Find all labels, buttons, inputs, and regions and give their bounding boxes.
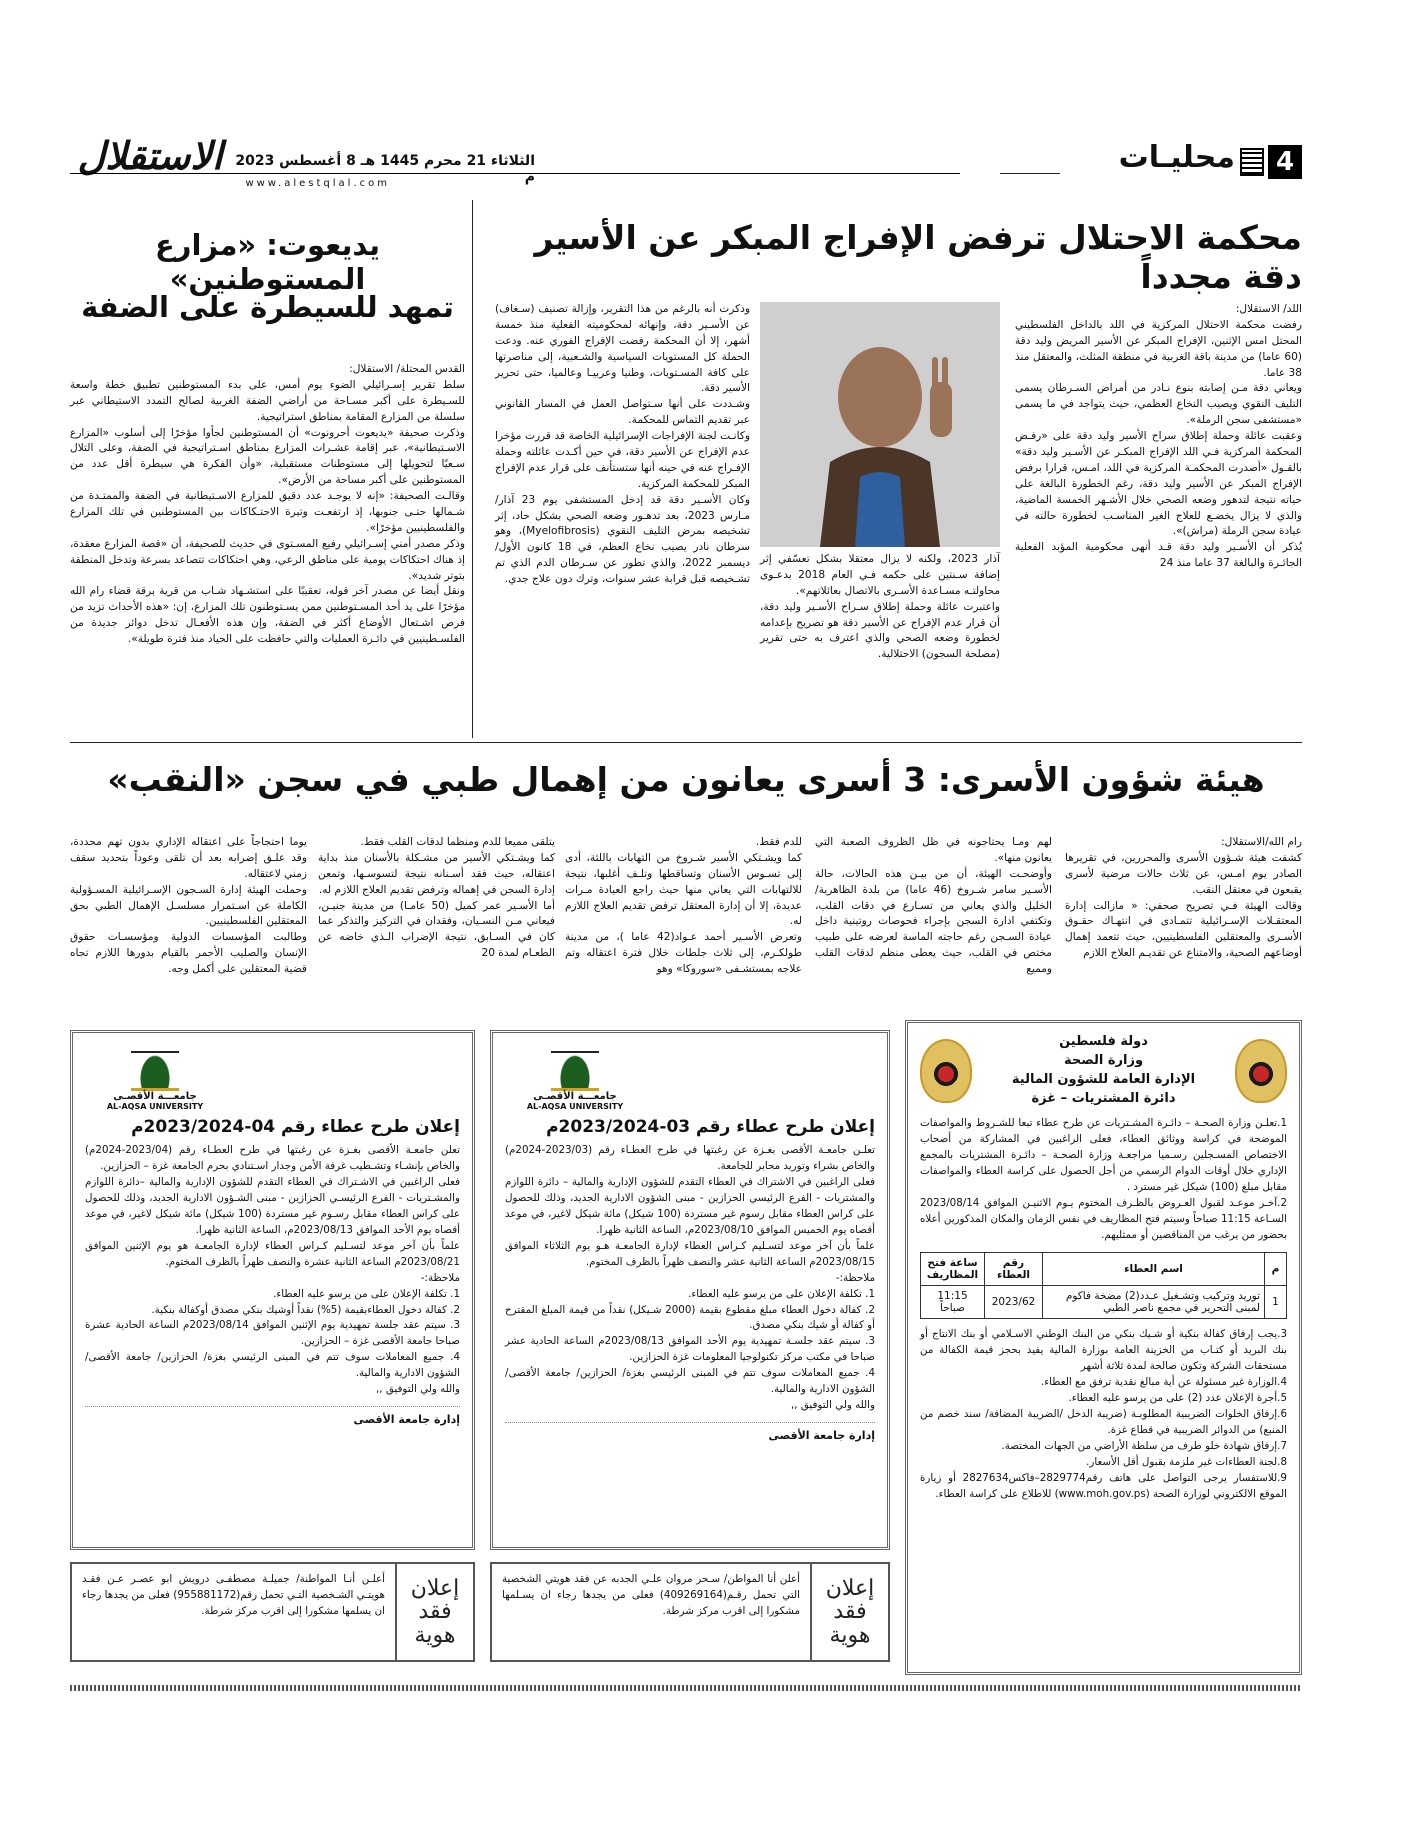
article2-body xyxy=(70,362,465,649)
article3-col1 xyxy=(1065,835,1302,963)
header-line-3: الإدارة العامة للشؤون المالية xyxy=(1011,1071,1196,1087)
aqsa-university-logo-icon xyxy=(131,1041,179,1091)
table-header: رقم العطاء xyxy=(985,1253,1043,1286)
table-cell: توريد وتركيب وتشـغيل عـدد(2) مضخة فاكوم لمبنى التحرير في مجمع ناصر الطبي xyxy=(1043,1286,1265,1319)
tender-table xyxy=(920,1252,1287,1319)
table-header: ساعة فتح المظاريف xyxy=(921,1253,985,1286)
header-line-4: دائرة المشتريات – غزة xyxy=(1031,1090,1176,1106)
health-ad-notes: 3.يجب إرفاق كفالة بنكية أو شـيك بنكي من البنك الوطني الاسـلامي أو بنك الانتاج أو بنك البريد أو كتـاب من الخزينة العامة بوزارة المالية يفيد بحجز قيمة الكفالة من مستحقات الشركة وتكون صالحة لمدة ثلاثة أشهر 4.الوزارة غير مسئولة عن أية مبالغ نقدية ترفق مع العطاء. 5.أجرة الإعلان عدد (2) على من يرسو عليه العطاء. 6.إرفاق الخلوات الضريبية المطلوبـة (ضريبة الدخل /الضريبة المضافة/ سند خصم من المنبع) من الدوائر الضريبية في قطاع غزة. 7.إرفاق شهادة خلو طرف من سلطة الأراضي من الجهات المختصة. 8.لجنة العطاءات غير ملزمة بقبول أقل الأسعار. 9.للاستفسار يرجى التواصل على هاتف رقم2829774–فاكس2827634 أو زيارة الموقع الالكتروني لوزارة الصحة (www.moh.gov.ps) للاطلاع على كراسة العطاء. xyxy=(920,1328,1287,1500)
issue-date: الثلاثاء 21 محرم 1445 هـ 8 أغسطس 2023 م xyxy=(235,153,535,185)
article3-col4-text: يتلقى مميعا للدم ومنظما لدقات القلب فقط. كما ويشـتكي الأسير من مشـكلة بالأسنان منذ بداية اعتقاله، حيث فقد أسـنانه نتيجة لتسوسـها، وتمعن إدارة السجن في إهماله وترفض تقديم العلاج اللازم له. أما الأسـير عمر كميل (50 عامـا) من مدينة جنيـن، فيعاني مـن النسـيان، وفقدان في التركيز والتذكر عما كان في السـابق، نتيجة الإضراب الـذي خاضه عن الطعـام لمدة 20 xyxy=(318,836,555,960)
health-ad-intro: 1.تعلـن وزارة الصحـة – دائـرة المشـتريات عن طرح عطاء تبعا للشـروط والمواصفات الموضحة في كراسة ووثائق العطاء، فعلى الراغبين في المشاركة من أصحاب الاختصاص المسـجلين رسـميا مراجعـة وزارة الصحـة – دائـرة المشتريات بالمجمع الإداري خلال أوقات الدوام الرسمي من أجل الحصول على كراسة العطاء والمواصفات مقابل مبلغ (100) شيكل غير مسترد . 2.آخـر موعـد لقبول العـروض بالظـرف المختوم يـوم الاثنيـن الموافق 2023/08/14 السـاعة 11:15 صباحاً وسيتم فتح المظاريف في نفس الزمان والمكان المذكورين أعلاه بحضور من يرغب من المناقصين أو ممثليهم. xyxy=(920,1117,1287,1242)
article3-col4 xyxy=(318,835,555,963)
article3-col3-text: للدم فقط. كما ويشـتكي الأسير شـروخ من التهابات باللثة، أدى إلى تسـوس الأسنان وتساقطها وتلـف أغلبها، نتيجة للالتهابات التي يعاني منها حيث راجع العيادة مـرات عديدة، إلا أن إدارة المعتقل ترفض تقديم العلاج اللازم له. وتعرض الأسـير أحمد عـواد(42 عاما )، من مدينة طولكـرم، إلى ثلاث جلطات خلال فترة اعتقاله وتم علاجه بمستشـفى «سوروكا» وهو xyxy=(565,836,802,976)
university-name-en: AL-AQSA UNIVERSITY xyxy=(106,1102,204,1111)
article1-col3 xyxy=(495,302,750,589)
article3-col5-text: يوما احتجاجاً على اعتقاله الإداري بدون تهم محددة، وقد علـق إضرابه بعد أن تلقى وعوداً بتحديد سقف زمني لاعتقاله. وحملت الهيئة إدارة السـجون الإسـرائيلية المسـؤولية الكاملة عن اسـتمرار مسلسـل الإهمال الطبي بحق المعتقلين الفلسطينيين. وطالبت المؤسسات الدولية ومؤسسـات حقوق الإنسان والصليب الأحمر بالقيام بدورها اللازم تجاه قضية المعتقلين على أكمل وجه. xyxy=(70,836,307,976)
health-tender-ad xyxy=(905,1020,1302,1675)
lost-id-text: أعلـن أنـا المواطنة/ جميلـة مصطفـى درويش ابو عصـر عـن فقـد هويتـي الشـخصية التـي تحمل رقم(955881172) فعلى من يجدها رجاء ان يسلمها مشكورا إلى اقرب مركز شرطة. xyxy=(82,1573,385,1617)
header-rule xyxy=(70,173,960,174)
article2-title-2: تمهد للسيطرة على الضفة xyxy=(81,290,454,324)
lost-id-label: إعلان فقد هوية xyxy=(395,1564,473,1660)
table-header: م xyxy=(1265,1253,1287,1286)
page-number-box: 4 xyxy=(1268,145,1302,179)
university-name-ar: جامعـــة الأقصـى xyxy=(113,1091,197,1102)
article1-title: محكمة الاحتلال ترفض الإفراج المبكر عن الأسير دقة مجدداً xyxy=(534,218,1302,296)
article3-title: هيئة شؤون الأسرى: 3 أسرى يعانون من إهمال طبي في سجن «النقب» xyxy=(107,760,1265,799)
article3-col2-text: لهم ومـا يحتاجونه في ظل الظروف الصعبة التي يعانون منها». وأوضحـت الهيئة، أن من بيـن هذه الحالات، حالة الأسـير سامر شـروخ (46 عاما) من بلدة الظاهرية/الخليل والذي يعاني من تسـارع في دقات القلب، وتكتفي ادارة السجن بإجراء فحوصات روتينية داخل عيادة السـجن رغم حاجته الماسة لعرضه على طبيب مختص في القلب، حيث يعطى منظم لدقات القلب ومميع xyxy=(815,836,1052,976)
article2-title-1: يديعوت: «مزارع المستوطنين» xyxy=(154,228,381,296)
article1-col3-text: وذكرت أنه بالرغم من هذا التقرير، وإزالة تصنيف (سـغاف) عن الأسـير دقة، وإنهائه لمحكوميته الفعلية منذ خمسة أشهر، إلا أن المحكمة رفضت الإفراج الفوري عنه. ودعت الحملة كل المستويات السياسية والشـعبية، إلى مناصرتها على كافة المسـتويات، وطنيا وعربيـا وعالميا، حتى تحرير الأسير دقة. وشـددت على أنها سـتواصل العمل في المسار القانوني عبر تقديم التماس للمحكمة. وكانـت لجنة الإفراجات الإسرائيلية الخاصة قد قررت مؤخرا عدم الإفراج عن الأسير دقة، في حين أكـدت عائلته وحملة الإفـراج عنه في حينه أنها ستستأنف على قرار عدم الإفراج المبكر للمحكمة المركزية. وكان الأسـير دقة قد إدخل المستشفى يوم 23 آذار/ مـارس 2023، بعد تدهـور وضعه الصحي بشكل حاد، إثر تشخيصه بمرض التليف النقوي (Myelofibrosis)، وهو سرطان نادر يصيب نخاع العظم، في 18 كانون الأول/ ديسمبر 2022، والذي تطور عن سـرطان الدم الذي تم تشـخيصه قبل قرابة عشر سنوات، وترك دون علاج جدي. xyxy=(495,303,751,586)
footer-rule xyxy=(70,1685,1302,1691)
section-title: محليـات xyxy=(1118,140,1235,175)
article3-col2 xyxy=(815,835,1052,979)
lost-id-notice-1 xyxy=(490,1562,890,1662)
tender-body: تعلن جامعـة الأقصى بغـزة عن رغبتها في طرح العطـاء رقم (2023/04-2024م) والخاص بإنشـاء وتشـطيب غرفة الأمن وجدار اسـتنادي بحرم الجامعة غزة – الحزازين. فعلى الراغبين في الاشـتراك في العطاء التقدم للشؤون الإدارية والمالية –دائرة اللوازم والمشـتريات - الفرع الرئيسـي الحزازين - مبنى الشـؤون الادارية الجديد، وذلك للحصول على كراس العطاء مقابل رسـوم غير مستردة (100 شيكل) مائة شيكل لاغير، في موعد أقصاه يوم الأحد الموافق 2023/08/13م، الساعة الثانية ظهرا. علماً بأن آخر موعد لتسـليم كـراس العطاء لإدارة الجامعـة هو يوم الإثنين الموافق 2023/08/21م الساعة الثانية عشرة والنصف ظهراً بالظرف المختوم. ملاحظة:- 1. تكلفة الإعلان على من يرسو عليه العطاء. 2. كفالة دخول العطاءبقيمة (5%) نقداً أوشيك بنكي مصدق أوكفالة بنكية. 3. سيتم عقد جلسة تمهيدية يوم الإثنين الموافق 2023/08/14م الساعة الحادية عشرة صباحا جامعة الأقصى غزة – الحزازين. 4. جميع المعاملات سوف تتم في المبنى الرئيسي بغزة/ الحزازين/ جامعة الأقصى/ الشؤون الادارية والمالية. والله ولي التوفيق ,, xyxy=(85,1144,460,1396)
section-divider xyxy=(70,742,1302,743)
aqsa-tender-ad-03 xyxy=(490,1030,890,1550)
table-header: اسم العطاء xyxy=(1043,1253,1265,1286)
palestine-emblem-icon xyxy=(1235,1039,1287,1103)
article3-col5 xyxy=(70,835,307,979)
newspaper-icon xyxy=(1240,148,1264,176)
article1-col1-text: اللد/ الاستقلال: رفضت محكمة الاحتلال المركزية في اللد بالداخل الفلسطيني المحتل امس الإثنين، الإفراج المبكر عن الأسير المريض وليد دقة (60 عاما) من مدينة باقة الغربية في منطقة المثلث، والمعتقل منذ 38 عاما. ويعاني دقة مـن إصابته بنوع نـادر من أمراض السـرطان يسمى التليف النقوي ويصيب النخاع العظمي، حيث يتواجد في ما يسمى «مستشفى سجن الرملة». وعقبت عائلة وحملة إطلاق سراح الأسير وليد دقة على «رفـض المحكمة المركزية فـي اللد الإفراج المبكـر عن الأسـير وليد دقة» بالقـول «أصدرت المحكمـة المركزية في اللد، امـس، قرارا برفض الإفراج المبكر عن الأسير وليد دقة، رغم الخطورة البالغة على حياته نتيجة لتدهور وضعه الصحي خلال الأشـهر الخمسة الماضية، والذي لا يزال يخضـع للعلاج الغير المناسـب لخطورة حالته في عيادة سجن الرملة (مراش)». يُذكر أن الأسـير وليد دقة قـد أنهى محكومية المؤبد الفعلية الجائـرة والبالغة 37 عاما منذ 24 xyxy=(1015,303,1302,570)
article3-col3 xyxy=(565,835,802,979)
aqsa-university-logo-icon xyxy=(551,1041,599,1091)
palestine-emblem-icon xyxy=(920,1039,972,1103)
website-url[interactable]: www.alestqlal.com xyxy=(245,178,390,189)
aqsa-tender-ad-04 xyxy=(70,1030,475,1550)
table-cell: 1 xyxy=(1265,1286,1287,1319)
article1-col1 xyxy=(1015,302,1302,573)
lost-id-text: أعلن أنا المواطن/ سـحر مروان علـي الجدبه عن فقد هويتي الشخصية التي تحمل رقـم(409269164) فعلى من يجدها رجاء ان يسـلمها مشكورا إلى اقرب مركز شرطة. xyxy=(502,1573,800,1617)
lost-id-notice-2 xyxy=(70,1562,475,1662)
table-row xyxy=(921,1286,1287,1319)
table-cell: 11:15 صباحاً xyxy=(921,1286,985,1319)
university-name-ar: جامعـــة الأقصـى xyxy=(533,1091,617,1102)
header-line-1: دولة فلسطين xyxy=(1059,1034,1148,1049)
header-rule-right xyxy=(1000,173,1060,174)
prisoner-photo xyxy=(760,302,1000,547)
article1-photo-caption: آذار 2023، ولكنه لا يزال معتقلا بشكل تعسّفي إثر إضافة سـنتين على حكمه فـي العام 2018 بدعـوى محاولتـه مسـاعدة الأسـرى بالاتصال بعائلاتهم». واعتبرت عائلة وحملة إطلاق سـراح الأسـير وليد دقة، أن قرار عدم الإفراج عن الأسير دقة هو تصريح بإعدامه لخطورة وضعه الصحي والذي اعترف به حتى تقرير (مصلحة السجون) الاحتلالية. xyxy=(760,553,1000,661)
tender-body: تعلـن جامعـة الأقصى بغـزة عن رغبتها في طرح العطـاء رقم (2023/03-2024م) والخاص بشراء وتوريد محابر للجامعة. فعلى الراغبين في الاشتراك في العطاء التقدم للشؤون الإدارية والمالية – دائرة اللوازم والمشتريات - الفرع الرئيسي الحزازين - مبنى الشؤون الادارية الجديد، وذلك للحصول على كراس العطاء مقابل رسوم غير مستردة (100 شيكل) مائة شيكل لاغير، في موعد أقصاه يوم الخميس الموافق 2023/08/10م، الساعة الثانية ظهرا. علماً بأن آخر موعد لتسـليم كـراس العطاء لإدارة الجامعـة هـو يوم الثلاثاء الموافق 2023/08/15م الساعة الثانية عشر والنصف ظهراً بالظرف المختوم. ملاحظة:- 1. تكلفة الإعلان على من يرسو عليه العطاء. 2. كفالة دخول العطاء مبلغ مقطوع بقيمة (2000 شـيكل) نقداً من قيمة المبلغ المقترح أو كفالة أو شيك بنكي مصدق. 3. سيتم عقد جلسـة تمهيدية يوم الأحد الموافق 2023/08/13م الساعة الحادية عشر صباحا في مكتب مركز تكنولوجيا المعلومات غزة الحزازين. 4. جميع المعاملات سوف تتم في المبنى الرئيسي بغزة/ الحزازين/ جامعة الأقصى/ الشؤون الادارية والمالية. والله ولي التوفيق ,, xyxy=(505,1144,875,1412)
table-cell: 2023/62 xyxy=(985,1286,1043,1319)
newspaper-logo: الاستقلال xyxy=(77,133,223,178)
article3-col1-text: رام الله/الاستقلال: كشفت هيئة شـؤون الأسرى والمحررين، في تقريرها الصادر يوم امـس، عن ثلاث حالات مرضية لأسرى يقبعون في معتقل النقب. وقالت الهيئة فـي تصريح صحفي: « مازالت إدارة المعتقـلات الإسـرائيلية تتمـادى في انتهـاك حقـوق الأسـرى والمعتقلين الفلسطينيين، حيث تتعمد إهمال أوضاعهم الصحية، والامتناع عن تقديـم العلاج اللازم xyxy=(1065,836,1302,960)
tender-signature: إدارة جامعة الأقصى xyxy=(85,1406,460,1426)
tender-signature: إدارة جامعة الأقصى xyxy=(505,1422,875,1442)
article2-body-text: القدس المحتلة/ الاستقلال: سلط تقرير إسـرائيلي الضوء يوم أمس، على بدء المستوطنين تطبيق خطة واسعة للسـيطرة على أكبر مسـاحة من أراضي الضفة الغربية لصالح التمدد الاستيطاني عبر سلسلة من المزارع المقامة بمناطق استراتيجية. وذكرت صحيفة «يديعوت أحرونوت» أن المستوطنين لجأوا مؤخرًا إلى أسلوب «المزارع الاسـتيطانية»، عبر إقامة عشـرات المزارع بمناطق اسـتراتيجية في الضفة، وعلى التلال سـعيًا لتحويلها إلى مستوطنات مستقبلية، «وأن الفكرة هي سيطرة أقل عدد من المستوطنين على أكبر مساحة من الأرض». وقالـت الصحيفة: «إنه لا يوجـد عدد دقيق للمزارع الاسـتيطانية في الضفة والممتـدة من شـمالها حتـى جنوبها، إذ ارتفعـت وتيرة الاحتـكاكات بين المستوطنين في تلك المزارع والفلسطينيين مؤخرًا». وذكر مصدر أمني إسـرائيلي رفيع المسـتوى في حديث للصحيفة، أن «قصة المزارع معقدة، إذ هناك احتكاكات يومية على مناطق الرعي، وهي احتكاكات تتصاعد بسرعة وتدخل المنطقة بتوتر شديد». ونقل أيضا عن مصدر آخر قوله، تعقيبًا على استشـهاد شـاب من قرية برقة قضاء رام الله مؤخرًا على يد أحد المسـتوطنين ممن يسـتوطنون تلك المزارع، إن: «هذه الأحداث تزيد من فرص اشـتعال الأوضاع أكثر في الضفة، وإن هذه الأفعـال تدخل دوائر جديدة من الفلسـطينيين في دائـرة العمليات والتي حافظت على الحياد منذ فترة طويلة». xyxy=(70,363,465,646)
university-name-en: AL-AQSA UNIVERSITY xyxy=(526,1102,624,1111)
article1-col2 xyxy=(760,552,1000,664)
tender-title: إعلان طرح عطاء رقم 03-2023/2024م xyxy=(546,1117,875,1137)
tender-title: إعلان طرح عطاء رقم 04-2023/2024م xyxy=(131,1117,460,1137)
lost-id-label: إعلان فقد هوية xyxy=(810,1564,888,1660)
header-line-2: وزارة الصحة xyxy=(1063,1052,1144,1068)
column-divider xyxy=(472,200,473,738)
